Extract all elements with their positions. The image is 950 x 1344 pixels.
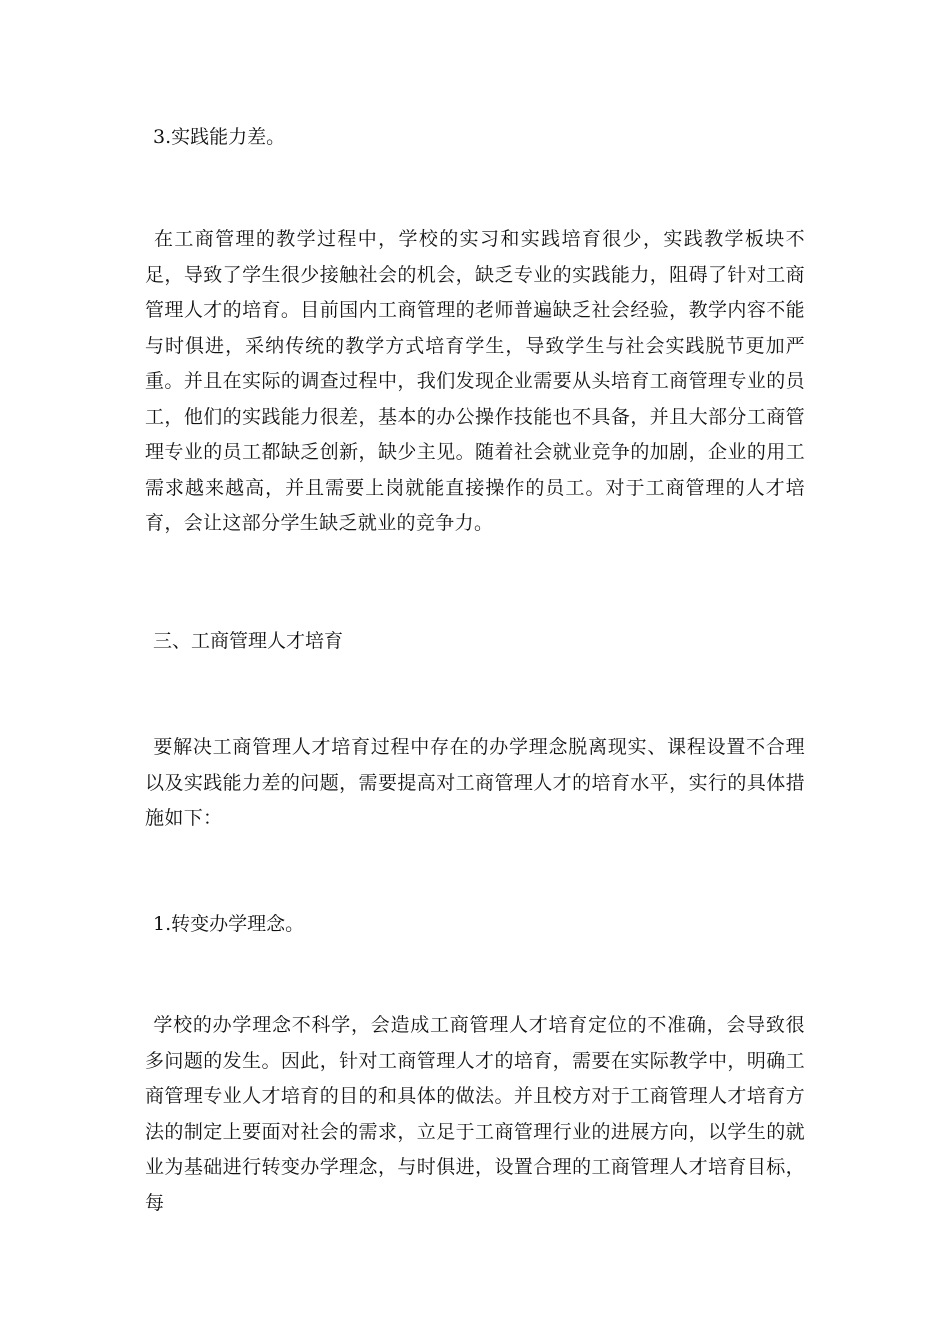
heading-change-concept: 1.转变办学理念。 — [153, 913, 305, 935]
paragraph-solution-measures: 要解决工商管理人才培育过程中存在的办学理念脱离现实、课程设置不合理以及实践能力差的问题，需要提高对工商管理人才的培育水平，实行的具体措施如下： — [145, 736, 805, 829]
heading-practice-ability: 3.实践能力差。 — [153, 126, 286, 148]
paragraph-change-concept: 学校的办学理念不科学，会造成工商管理人才培育定位的不准确，会导致很多问题的发生。因此，针对工商管理人才的培育，需要在实际教学中，明确工商管理专业人才培育的目的和具体的做法。并且校方对于工商管理人才培育方法的制定上要面对社会的需求，立足于工商管理行业的进展方向，以学生的就业为基础进行转变办学理念，与时俱进，设置合理的工商管理人才培育目标，每 — [145, 1014, 805, 1214]
paragraph-practice-ability: 在工商管理的教学过程中，学校的实习和实践培育很少，实践教学板块不足，导致了学生很少接触社会的机会，缺乏专业的实践能力，阻碍了针对工商管理人才的培育。目前国内工商管理的老师普遍缺乏社会经验，教学内容不能与时俱进，采纳传统的教学方式培育学生，导致学生与社会实践脱节更加严重。并且在实际的调查过程中，我们发现企业需要从头培育工商管理专业的员工，他们的实践能力很差，基本的办公操作技能也不具备，并且大部分工商管理专业的员工都缺乏创新，缺少主见。随着社会就业竞争的加剧，企业的用工需求越来越高，并且需要上岗就能直接操作的员工。对于工商管理的人才培育，会让这部分学生缺乏就业的竞争力。 — [145, 228, 805, 534]
section-three-title: 三、工商管理人才培育 — [153, 630, 344, 652]
